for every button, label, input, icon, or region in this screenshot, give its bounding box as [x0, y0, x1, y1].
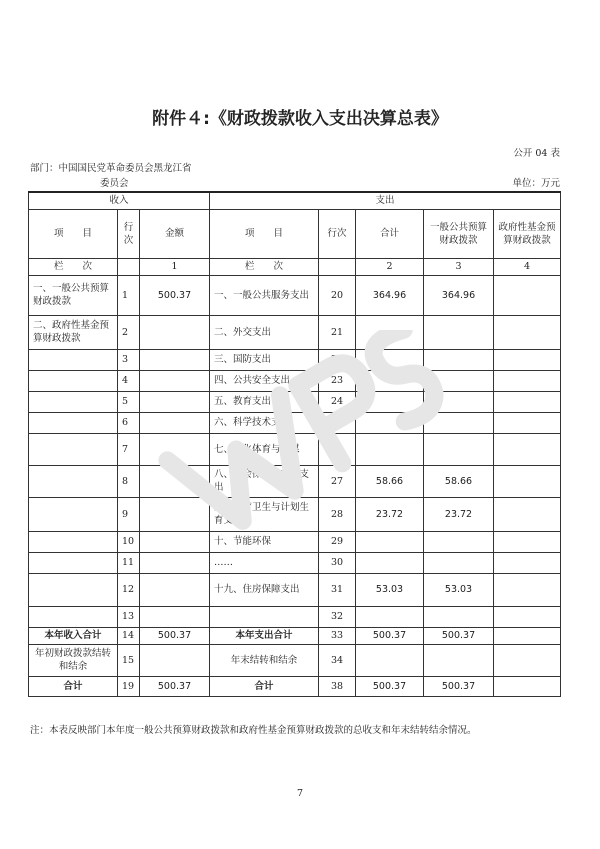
income-item-cell	[29, 391, 118, 412]
summary-income-amount-cell	[140, 644, 210, 676]
expense-item-cell: 八、社会保障和就业支出	[210, 465, 319, 497]
summary-expense-item-cell: 年末结转和结余	[210, 644, 319, 676]
summary-income-row-no-cell: 15	[118, 644, 140, 676]
table-row	[29, 606, 561, 627]
income-row-no-cell: 4	[118, 370, 140, 391]
income-item-cell	[29, 573, 118, 606]
general-budget-cell: 364.96	[424, 275, 494, 315]
income-row-no-header: 行次	[118, 209, 140, 258]
column-index-1: 1	[140, 258, 210, 275]
expense-item-cell	[210, 606, 319, 627]
income-amount-cell	[140, 370, 210, 391]
expense-row-no-cell: 20	[319, 275, 356, 315]
income-amount-cell	[140, 433, 210, 465]
column-index-label: 栏 次	[29, 258, 118, 275]
income-row-no-cell: 8	[118, 465, 140, 497]
page-title: 附件４:《财政拨款收入支出决算总表》	[152, 109, 448, 129]
income-row-no-cell: 5	[118, 391, 140, 412]
income-row-no-cell: 10	[118, 531, 140, 552]
general-budget-cell	[424, 531, 494, 552]
income-item-cell	[29, 552, 118, 573]
fund-budget-cell	[494, 412, 561, 433]
income-header: 收入	[29, 192, 210, 209]
table-row	[29, 497, 561, 531]
total-cell	[356, 315, 424, 349]
summary-income-amount-cell: 500.37	[140, 676, 210, 696]
summary-fund-budget-cell	[494, 644, 561, 676]
income-amount-cell	[140, 349, 210, 370]
table-row	[29, 433, 561, 465]
summary-income-item-cell: 本年收入合计	[29, 627, 118, 644]
income-amount-cell	[140, 531, 210, 552]
income-row-no-cell: 12	[118, 573, 140, 606]
expense-item-cell: 六、科学技术支出	[210, 412, 319, 433]
income-row-no-cell: 2	[118, 315, 140, 349]
income-row-no-cell: 1	[118, 275, 140, 315]
summary-fund-budget-cell	[494, 676, 561, 696]
table-row	[29, 275, 561, 315]
fund-budget-cell	[494, 552, 561, 573]
summary-expense-item-cell: 本年支出合计	[210, 627, 319, 644]
income-amount-cell	[140, 412, 210, 433]
expense-item-cell: 三、国防支出	[210, 349, 319, 370]
expense-row-no-cell: 31	[319, 573, 356, 606]
summary-general-budget-cell: 500.37	[424, 676, 494, 696]
income-amount-cell	[140, 391, 210, 412]
fund-budget-cell	[494, 349, 561, 370]
fund-budget-cell	[494, 433, 561, 465]
total-header: 合计	[356, 209, 424, 258]
expense-row-no-cell: 23	[319, 370, 356, 391]
summary-total-cell: 500.37	[356, 676, 424, 696]
summary-expense-row-no-cell: 38	[319, 676, 356, 696]
column-index-blank-2	[319, 258, 356, 275]
expense-item-header: 项 目	[210, 209, 319, 258]
income-item-cell	[29, 412, 118, 433]
summary-row	[29, 676, 561, 696]
fund-budget-cell	[494, 497, 561, 531]
fund-budget-cell	[494, 370, 561, 391]
column-index-blank	[118, 258, 140, 275]
general-budget-cell: 58.66	[424, 465, 494, 497]
income-item-cell: 一、一般公共预算财政拨款	[29, 275, 118, 315]
income-amount-cell	[140, 497, 210, 531]
summary-income-item-cell: 年初财政拨款结转和结余	[29, 644, 118, 676]
summary-fund-budget-cell	[494, 627, 561, 644]
summary-income-amount-cell: 500.37	[140, 627, 210, 644]
expense-item-cell: 五、教育支出	[210, 391, 319, 412]
total-cell	[356, 606, 424, 627]
summary-general-budget-cell: 500.37	[424, 627, 494, 644]
income-row-no-cell: 7	[118, 433, 140, 465]
fund-budget-cell	[494, 275, 561, 315]
fund-budget-cell	[494, 465, 561, 497]
expense-row-no-cell: 22	[319, 349, 356, 370]
fund-budget-cell	[494, 606, 561, 627]
total-cell	[356, 531, 424, 552]
general-budget-cell	[424, 412, 494, 433]
table-row	[29, 370, 561, 391]
expense-row-no-cell: 24	[319, 391, 356, 412]
expense-item-cell: ……	[210, 552, 319, 573]
expense-row-no-cell: 26	[319, 433, 356, 465]
income-row-no-cell: 6	[118, 412, 140, 433]
expense-row-no-cell: 21	[319, 315, 356, 349]
summary-expense-row-no-cell: 34	[319, 644, 356, 676]
expense-row-no-cell: 29	[319, 531, 356, 552]
income-item-header: 项 目	[29, 209, 118, 258]
department-line2: 委员会	[100, 178, 129, 189]
general-budget-cell	[424, 552, 494, 573]
table-note: 注：本表反映部门本年度一般公共预算财政拨款和政府性基金预算财政拨款的总收支和年末结转结余情况。	[30, 725, 477, 736]
general-budget-header: 一般公共预算财政拨款	[424, 209, 494, 258]
column-index-2: 2	[356, 258, 424, 275]
summary-income-row-no-cell: 19	[118, 676, 140, 696]
total-cell	[356, 552, 424, 573]
income-row-no-cell: 11	[118, 552, 140, 573]
table-row	[29, 573, 561, 606]
expense-row-no-header: 行次	[319, 209, 356, 258]
general-budget-cell	[424, 315, 494, 349]
income-item-cell	[29, 531, 118, 552]
expense-row-no-cell: 28	[319, 497, 356, 531]
total-cell	[356, 433, 424, 465]
summary-row	[29, 627, 561, 644]
column-index-3: 3	[424, 258, 494, 275]
summary-expense-item-cell: 合计	[210, 676, 319, 696]
column-index-label-2: 栏 次	[210, 258, 319, 275]
summary-income-row-no-cell: 14	[118, 627, 140, 644]
expense-header: 支出	[210, 192, 561, 209]
general-budget-cell	[424, 370, 494, 391]
table-row	[29, 412, 561, 433]
expense-row-no-cell: 27	[319, 465, 356, 497]
total-cell: 23.72	[356, 497, 424, 531]
expense-row-no-cell: 25	[319, 412, 356, 433]
table-row	[29, 349, 561, 370]
expense-item-cell: 一、一般公共服务支出	[210, 275, 319, 315]
summary-income-item-cell: 合计	[29, 676, 118, 696]
total-cell: 58.66	[356, 465, 424, 497]
table-row	[29, 465, 561, 497]
summary-expense-row-no-cell: 33	[319, 627, 356, 644]
summary-total-cell: 500.37	[356, 627, 424, 644]
total-cell: 53.03	[356, 573, 424, 606]
income-amount-cell	[140, 465, 210, 497]
total-cell	[356, 349, 424, 370]
income-amount-cell: 500.37	[140, 275, 210, 315]
table-row	[29, 552, 561, 573]
general-budget-cell: 53.03	[424, 573, 494, 606]
total-cell	[356, 391, 424, 412]
income-row-no-cell: 9	[118, 497, 140, 531]
summary-total-cell	[356, 644, 424, 676]
income-item-cell	[29, 370, 118, 391]
fund-budget-cell	[494, 573, 561, 606]
income-item-cell	[29, 465, 118, 497]
summary-row	[29, 644, 561, 676]
expense-item-cell: 十九、住房保障支出	[210, 573, 319, 606]
income-amount-cell	[140, 573, 210, 606]
income-item-cell	[29, 606, 118, 627]
general-budget-cell	[424, 433, 494, 465]
fund-budget-cell	[494, 531, 561, 552]
unit-label: 单位：万元	[512, 178, 560, 189]
total-cell	[356, 412, 424, 433]
income-item-cell	[29, 349, 118, 370]
fund-budget-header: 政府性基金预算财政拨款	[494, 209, 561, 258]
column-index-4: 4	[494, 258, 561, 275]
expense-item-cell: 二、外交支出	[210, 315, 319, 349]
income-item-cell: 二、政府性基金预算财政拨款	[29, 315, 118, 349]
table-row	[29, 391, 561, 412]
finance-table	[28, 191, 561, 697]
income-amount-cell	[140, 552, 210, 573]
expense-item-cell: 七、文化体育与传媒	[210, 433, 319, 465]
table-row	[29, 531, 561, 552]
department-label	[30, 161, 192, 191]
summary-general-budget-cell	[424, 644, 494, 676]
income-item-cell	[29, 497, 118, 531]
income-item-cell	[29, 433, 118, 465]
income-amount-cell	[140, 606, 210, 627]
form-number: 公开 04 表	[513, 148, 560, 159]
general-budget-cell	[424, 391, 494, 412]
general-budget-cell	[424, 349, 494, 370]
general-budget-cell: 23.72	[424, 497, 494, 531]
total-cell: 364.96	[356, 275, 424, 315]
department-line1: 部门：中国国民党革命委员会黑龙江省	[30, 163, 192, 174]
income-row-no-cell: 3	[118, 349, 140, 370]
income-amount-header: 金额	[140, 209, 210, 258]
expense-item-cell: 四、公共安全支出	[210, 370, 319, 391]
expense-row-no-cell: 32	[319, 606, 356, 627]
expense-row-no-cell: 30	[319, 552, 356, 573]
income-amount-cell	[140, 315, 210, 349]
expense-item-cell: 九、医疗卫生与计划生育支出	[210, 497, 319, 531]
table-row	[29, 315, 561, 349]
fund-budget-cell	[494, 391, 561, 412]
expense-item-cell: 十、节能环保	[210, 531, 319, 552]
general-budget-cell	[424, 606, 494, 627]
total-cell	[356, 370, 424, 391]
page-number: 7	[296, 788, 304, 799]
income-row-no-cell: 13	[118, 606, 140, 627]
fund-budget-cell	[494, 315, 561, 349]
